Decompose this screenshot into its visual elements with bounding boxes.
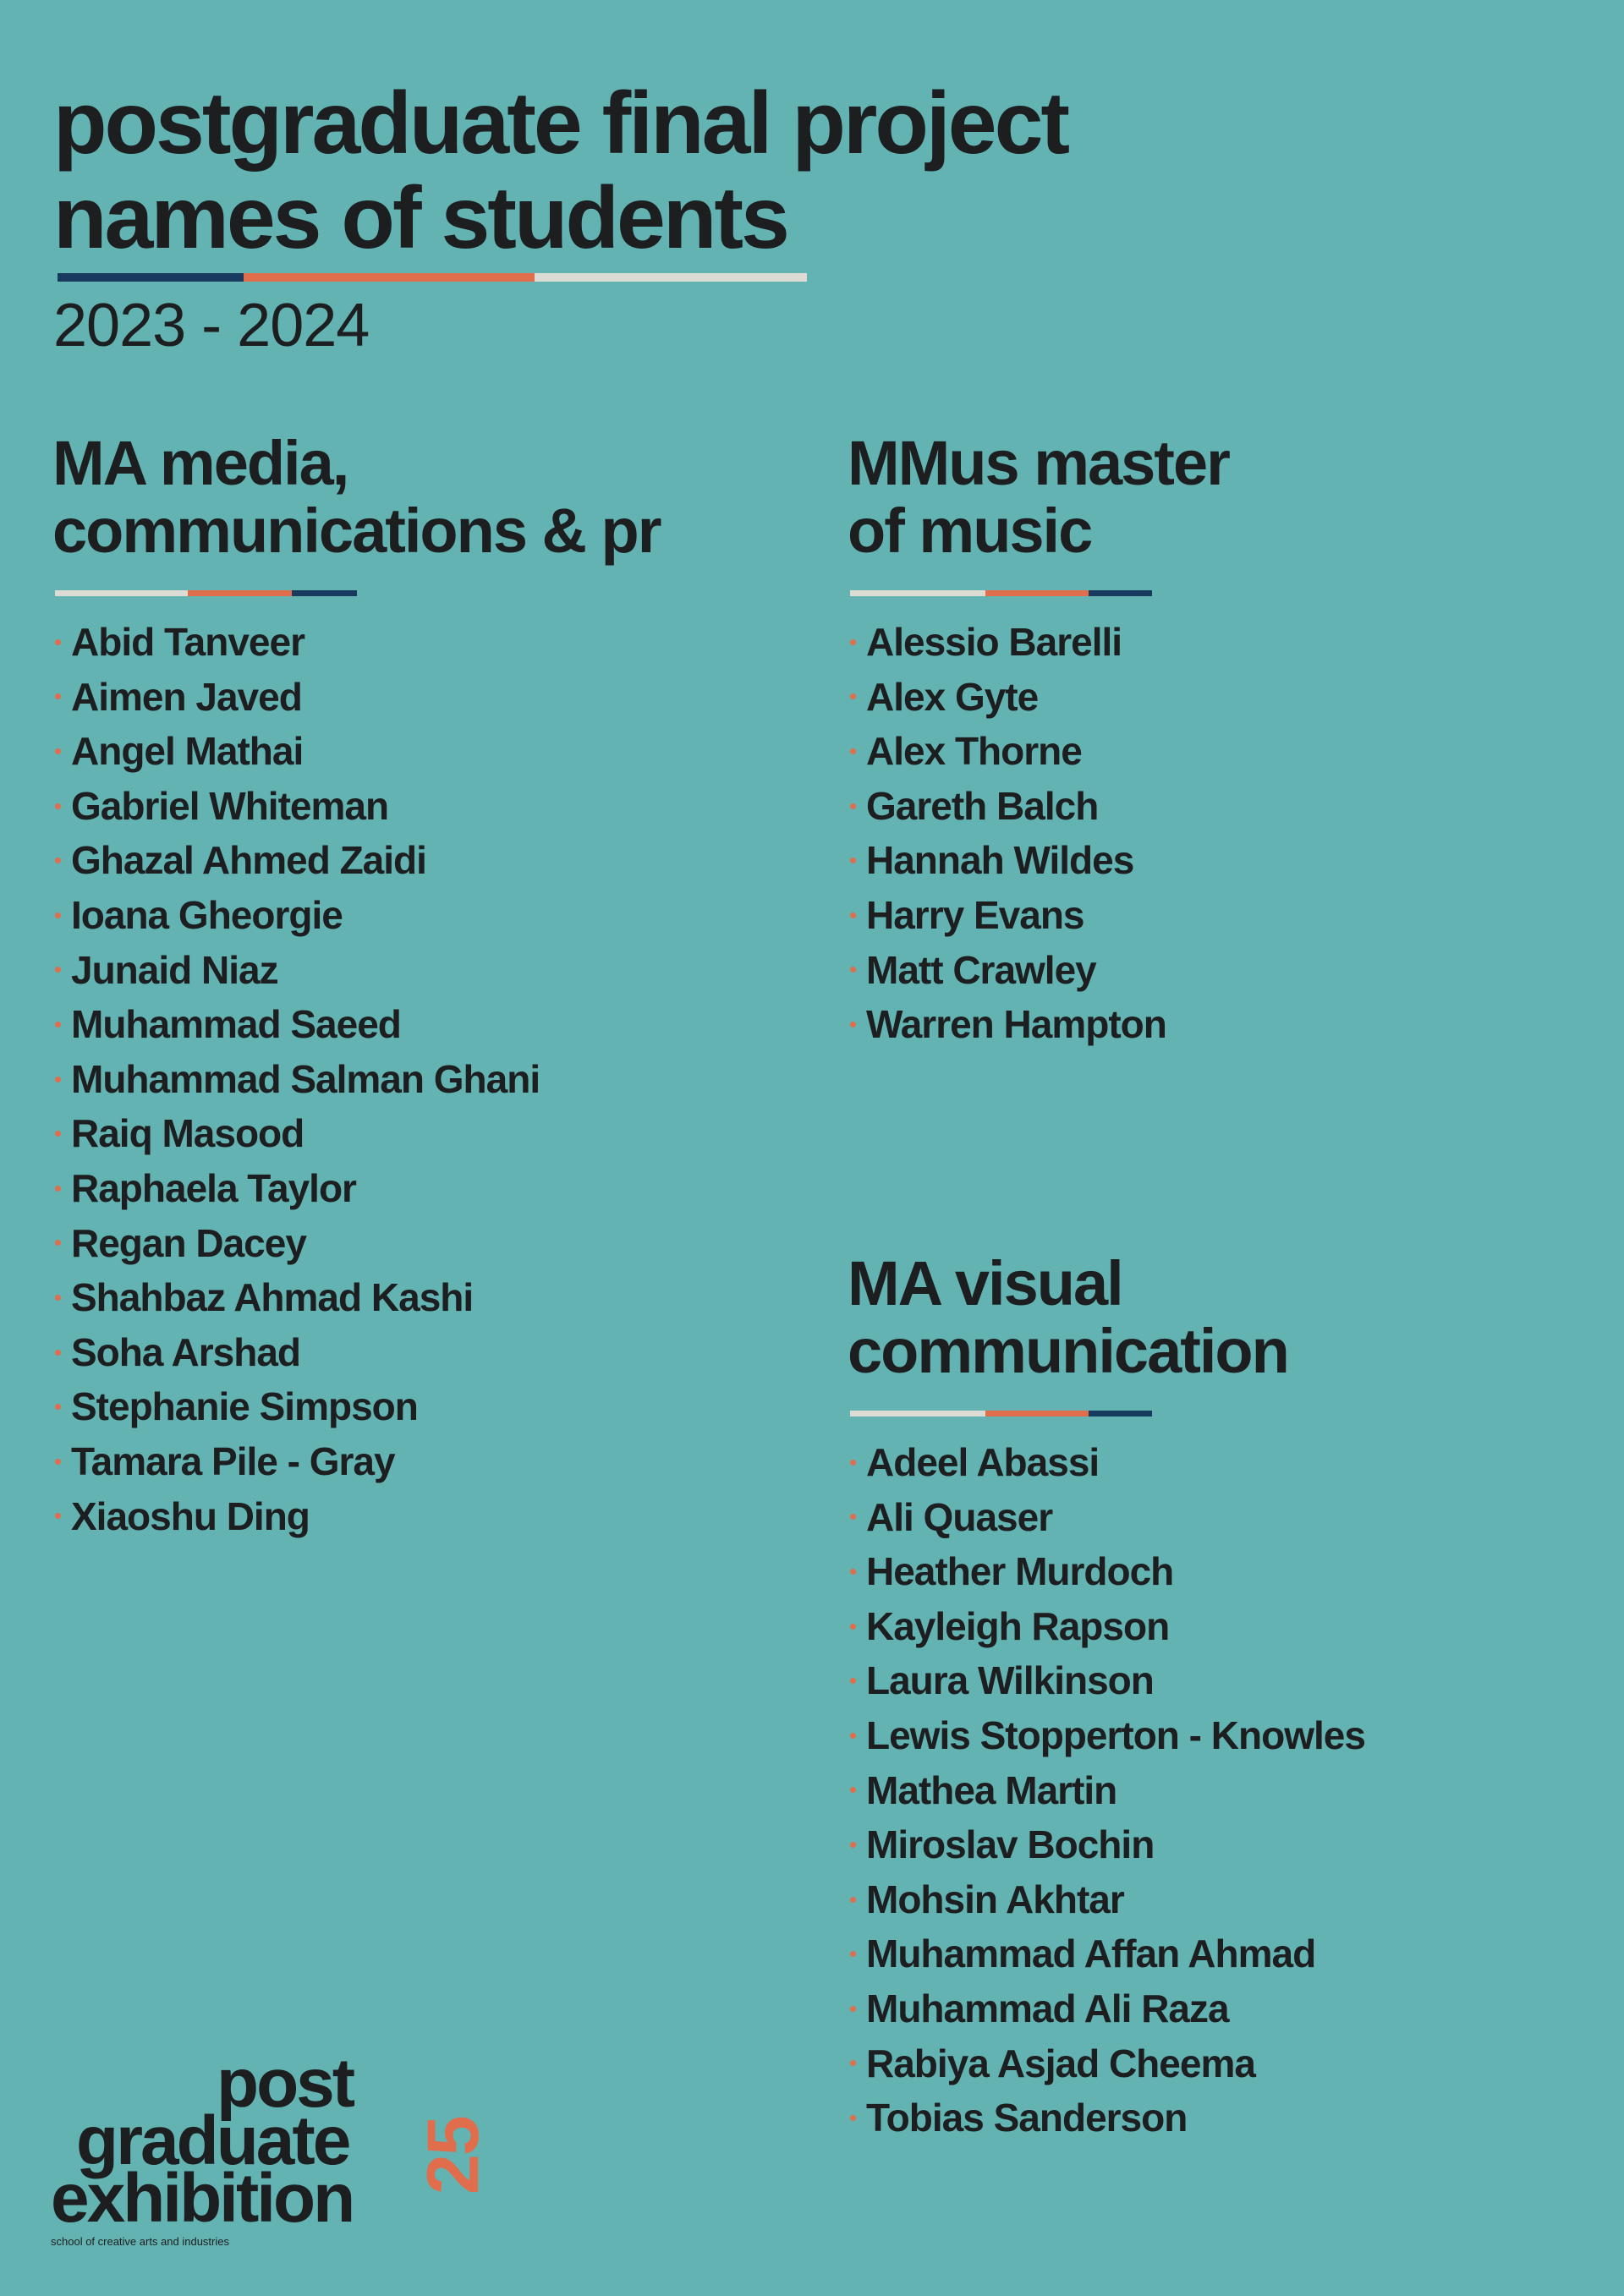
student-name: Ghazal Ahmed Zaidi [71, 838, 426, 883]
student-list-item [848, 2091, 1365, 2145]
bullet-dot-icon [850, 639, 856, 645]
student-name: Junaid Niaz [71, 947, 278, 992]
student-list-item [848, 1817, 1365, 1872]
student-list-item [52, 1216, 661, 1271]
logo-word-graduate: graduate [76, 2102, 349, 2179]
logo-tagline: school of creative arts and industries [51, 2235, 229, 2248]
bullet-dot-icon [850, 1842, 856, 1848]
bullet-dot-icon [850, 2115, 856, 2121]
section-title-line-2: communications & pr [52, 496, 661, 566]
student-name: Mathea Martin [866, 1767, 1117, 1812]
bullet-dot-icon [55, 1240, 61, 1246]
bullet-dot-icon [55, 1459, 61, 1465]
logo-year-number: 25 [413, 2117, 494, 2195]
bullet-dot-icon [850, 1460, 856, 1466]
student-name: Hannah Wildes [866, 838, 1134, 883]
student-list [52, 615, 661, 1543]
section-title-line-2: communication [848, 1316, 1288, 1386]
bullet-dot-icon [850, 803, 856, 809]
student-list-item [848, 1653, 1365, 1708]
student-list-item [52, 997, 661, 1052]
bullet-dot-icon [55, 748, 61, 754]
section-title [848, 1250, 1365, 1385]
student-list-item [848, 1544, 1365, 1599]
bullet-dot-icon [850, 858, 856, 863]
bullet-dot-icon [850, 1624, 856, 1630]
section-title-line-1: MMus master [848, 428, 1229, 498]
student-name: Raphaela Taylor [71, 1165, 356, 1210]
student-list-item [52, 1489, 661, 1544]
student-name: Adeel Abassi [866, 1440, 1100, 1484]
student-name: Aimen Javed [71, 674, 302, 719]
student-name: Muhammad Affan Ahmad [866, 1932, 1316, 1976]
student-name: Tamara Pile - Gray [71, 1438, 395, 1483]
student-list-item [52, 943, 661, 998]
student-list [848, 615, 1229, 1052]
student-name: Abid Tanveer [71, 620, 304, 664]
student-list-item [848, 1763, 1365, 1818]
student-list-item [848, 997, 1229, 1052]
student-list-item [848, 1708, 1365, 1763]
logo-word-post: post [217, 2045, 354, 2122]
student-name: Lewis Stopperton - Knowles [866, 1712, 1365, 1757]
student-name: Harry Evans [866, 892, 1084, 937]
title-divider [58, 273, 807, 282]
student-list-item [52, 888, 661, 943]
student-name: Alex Gyte [866, 674, 1039, 719]
student-list-item [848, 943, 1229, 998]
student-name: Miroslav Bochin [866, 1822, 1155, 1867]
student-list-item [848, 670, 1229, 725]
student-list-item [848, 1981, 1365, 2036]
student-list-item [52, 1052, 661, 1107]
bullet-dot-icon [55, 1131, 61, 1137]
section-divider [850, 1411, 1152, 1417]
bullet-dot-icon [850, 693, 856, 699]
bullet-dot-icon [850, 2060, 856, 2066]
student-list-item [848, 833, 1229, 888]
student-list-item [52, 779, 661, 834]
bullet-dot-icon [55, 967, 61, 973]
student-list-item [52, 1325, 661, 1380]
student-list-item [848, 1490, 1365, 1545]
student-name: Alex Thorne [866, 729, 1082, 774]
bullet-dot-icon [55, 1077, 61, 1082]
page-title-line-2: names of students [53, 169, 787, 267]
bullet-dot-icon [850, 967, 856, 973]
bullet-dot-icon [850, 1569, 856, 1575]
bullet-dot-icon [850, 2006, 856, 2012]
section-title [52, 430, 661, 565]
bullet-dot-icon [55, 803, 61, 809]
student-list-item [52, 615, 661, 670]
student-name: Muhammad Salman Ghani [71, 1056, 540, 1101]
student-name: Laura Wilkinson [866, 1658, 1154, 1703]
bullet-dot-icon [55, 1404, 61, 1410]
student-name: Stephanie Simpson [71, 1384, 418, 1429]
student-name: Heather Murdoch [866, 1549, 1174, 1594]
student-list-item [52, 1270, 661, 1325]
bullet-dot-icon [55, 912, 61, 918]
bullet-dot-icon [55, 693, 61, 699]
section-divider [850, 590, 1152, 596]
student-name: Soha Arshad [71, 1329, 301, 1374]
bullet-dot-icon [850, 912, 856, 918]
student-name: Rabiya Asjad Cheema [866, 2041, 1255, 2085]
bullet-dot-icon [850, 1897, 856, 1903]
student-name: Gabriel Whiteman [71, 783, 389, 828]
bullet-dot-icon [55, 1186, 61, 1192]
bullet-dot-icon [850, 1787, 856, 1793]
student-name: Angel Mathai [71, 729, 304, 774]
student-list-item [848, 615, 1229, 670]
student-name: Mohsin Akhtar [866, 1877, 1124, 1921]
student-name: Gareth Balch [866, 783, 1099, 828]
bullet-dot-icon [55, 1513, 61, 1519]
bullet-dot-icon [55, 639, 61, 645]
section-title-line-1: MA visual [848, 1248, 1122, 1318]
student-name: Warren Hampton [866, 1002, 1166, 1047]
section-mmus-music [848, 430, 1229, 1052]
section-title-line-1: MA media, [52, 428, 348, 498]
student-list-item [848, 724, 1229, 779]
student-list-item [848, 888, 1229, 943]
bullet-dot-icon [850, 748, 856, 754]
student-list-item [52, 1106, 661, 1161]
student-list-item [848, 1599, 1365, 1654]
bullet-dot-icon [850, 1733, 856, 1739]
student-name: Matt Crawley [866, 947, 1096, 992]
section-title-line-2: of music [848, 496, 1092, 566]
bullet-dot-icon [850, 1951, 856, 1957]
bullet-dot-icon [55, 858, 61, 863]
section-title [848, 430, 1229, 565]
student-name: Alessio Barelli [866, 620, 1122, 664]
student-list-item [848, 1872, 1365, 1927]
student-name: Muhammad Saeed [71, 1002, 401, 1047]
student-name: Raiq Masood [71, 1111, 304, 1156]
student-list-item [52, 833, 661, 888]
student-list-item [848, 779, 1229, 834]
student-name: Regan Dacey [71, 1220, 306, 1265]
student-name: Tobias Sanderson [866, 2096, 1188, 2140]
section-divider [55, 590, 357, 596]
student-list-item [52, 1379, 661, 1434]
student-list-item [848, 1926, 1365, 1981]
student-name: Kayleigh Rapson [866, 1603, 1170, 1648]
bullet-dot-icon [850, 1022, 856, 1027]
section-ma-media [52, 430, 661, 1543]
student-list [848, 1435, 1365, 2145]
bullet-dot-icon [850, 1514, 856, 1520]
student-name: Ioana Gheorgie [71, 892, 343, 937]
student-list-item [52, 1434, 661, 1489]
bullet-dot-icon [55, 1295, 61, 1301]
page-title-line-1: postgraduate final project [53, 74, 1068, 173]
section-ma-visual-communication [848, 1250, 1365, 2145]
student-name: Xiaoshu Ding [71, 1493, 310, 1538]
bullet-dot-icon [55, 1022, 61, 1027]
academic-year: 2023 - 2024 [53, 292, 370, 359]
page-title [53, 76, 1067, 266]
student-list-item [52, 670, 661, 725]
student-name: Shahbaz Ahmad Kashi [71, 1275, 474, 1320]
bullet-dot-icon [55, 1350, 61, 1356]
bullet-dot-icon [850, 1678, 856, 1684]
exhibition-logo [49, 2045, 494, 2254]
student-list-item [52, 1161, 661, 1216]
student-list-item [848, 2036, 1365, 2091]
logo-word-exhibition: exhibition [51, 2160, 354, 2237]
student-name: Ali Quaser [866, 1494, 1053, 1539]
student-list-item [848, 1435, 1365, 1490]
student-list-item [52, 724, 661, 779]
student-name: Muhammad Ali Raza [866, 1986, 1229, 2030]
